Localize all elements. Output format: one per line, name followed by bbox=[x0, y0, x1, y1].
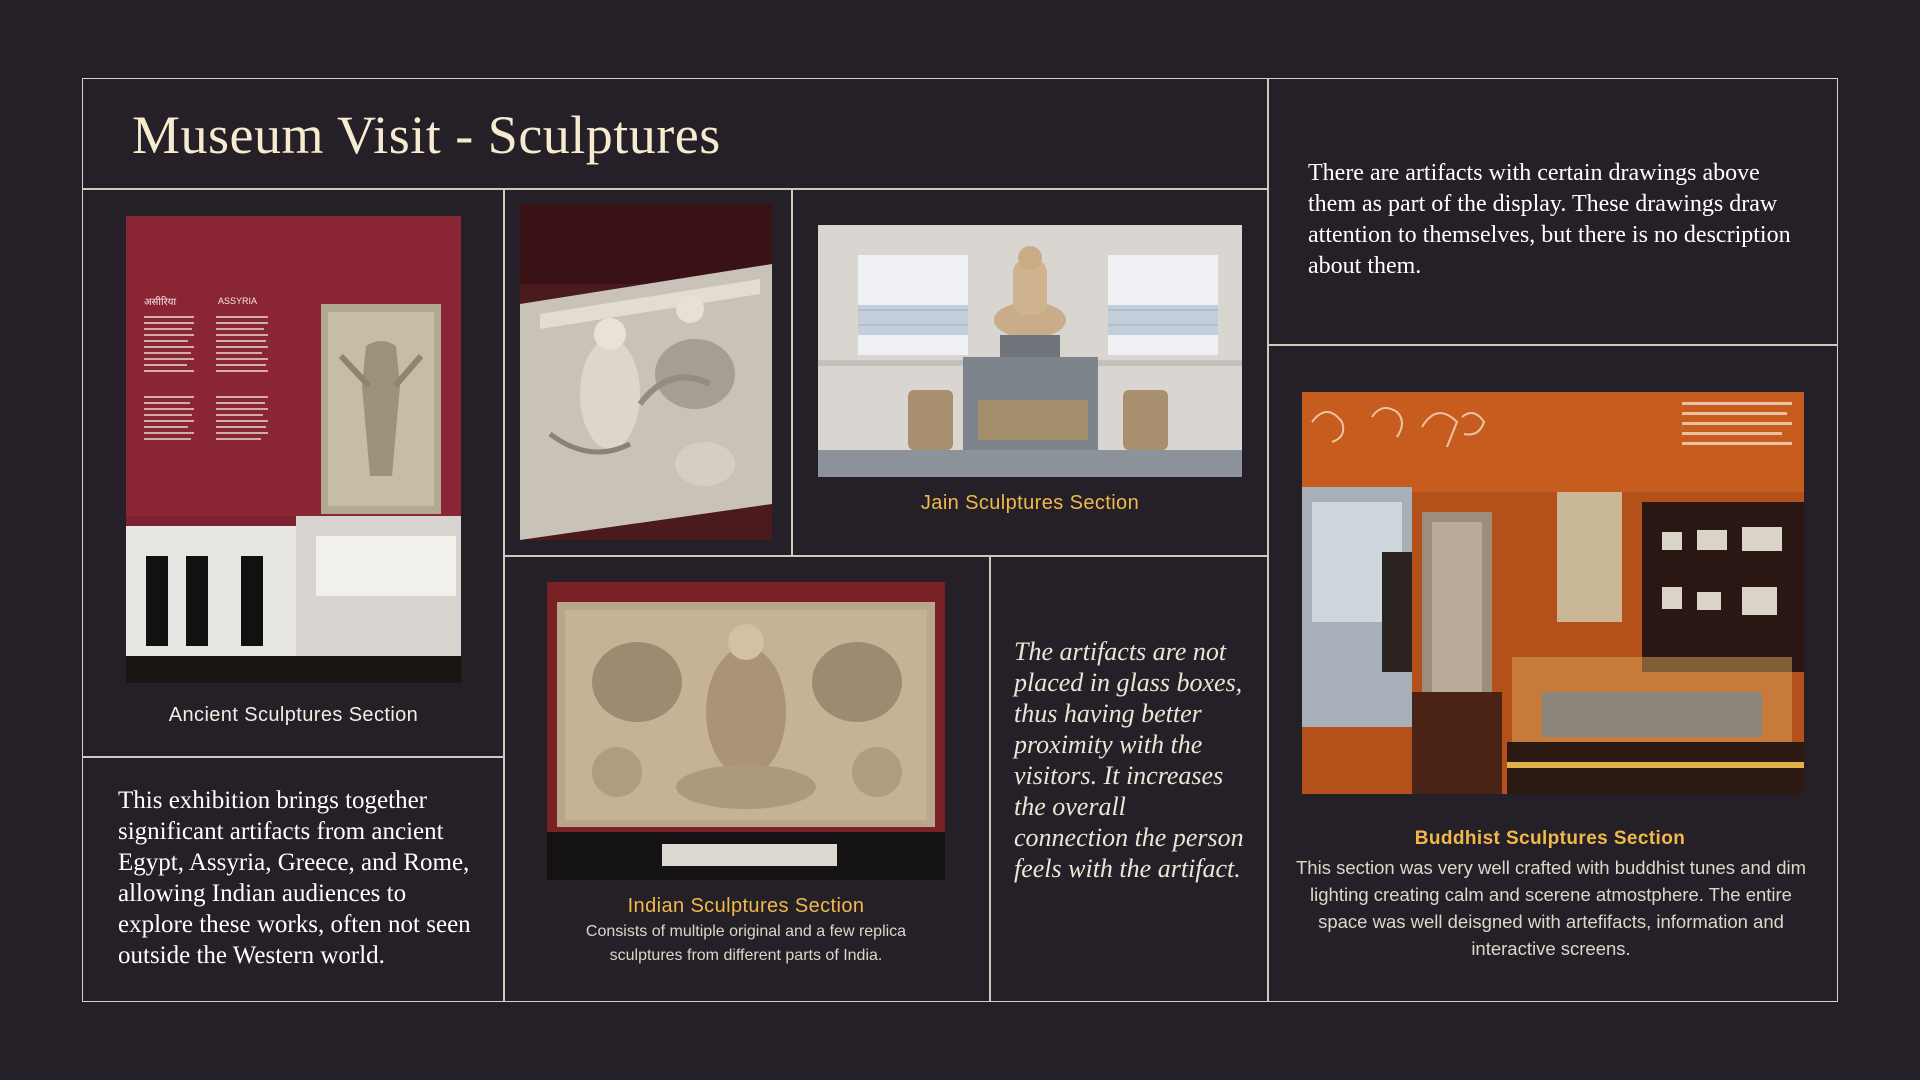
divider bbox=[989, 555, 991, 1002]
divider bbox=[791, 188, 793, 555]
divider bbox=[1267, 78, 1269, 1002]
jain-sculpture-photo bbox=[818, 225, 1242, 477]
ancient-sculpture-photo bbox=[126, 216, 461, 683]
panel-heading-hindi: असीरिया bbox=[144, 297, 177, 308]
indian-caption: Indian Sculptures Section bbox=[627, 895, 865, 917]
divider bbox=[503, 188, 505, 1002]
divider bbox=[1267, 344, 1838, 346]
buddhist-description: This section was very well crafted with buddhist tunes and dim lighting creating calm and scerene atmostphere. The entire space was well deisgned with artefifacts, information and interactive screens. bbox=[1296, 857, 1807, 959]
buddhist-caption: Buddhist Sculptures Section bbox=[1414, 828, 1686, 849]
glass-text: The artifacts are not placed in glass boxes, thus having better proximity with the visitors. It increases the overall connection the person feels with the artifact. bbox=[1014, 637, 1244, 883]
exhibition-text: This exhibition brings together significant artifacts from ancient Egypt, Assyria, Greece, and Rome, allowing Indian audiences to explore these works, often not seen outside the Western world. bbox=[118, 787, 471, 969]
jain-caption: Jain Sculptures Section bbox=[920, 492, 1140, 514]
panel-heading-english: ASSYRIA bbox=[218, 296, 258, 306]
indian-sculpture-photo bbox=[547, 582, 945, 880]
ancient-caption: Ancient Sculptures Section bbox=[168, 704, 419, 726]
divider bbox=[82, 188, 1268, 190]
divider bbox=[82, 756, 504, 758]
buddhist-sculpture-photo bbox=[1302, 392, 1804, 794]
page-title: Museum Visit - Sculptures bbox=[132, 105, 721, 165]
intro-text: There are artifacts with certain drawings above them as part of the display. These drawings draw attention to themselves, but there is no description about them. bbox=[1308, 160, 1791, 279]
divider bbox=[503, 555, 1268, 557]
relief-sculpture-photo bbox=[520, 204, 772, 540]
indian-description: Consists of multiple original and a few replica sculptures from different parts of India. bbox=[585, 923, 907, 964]
